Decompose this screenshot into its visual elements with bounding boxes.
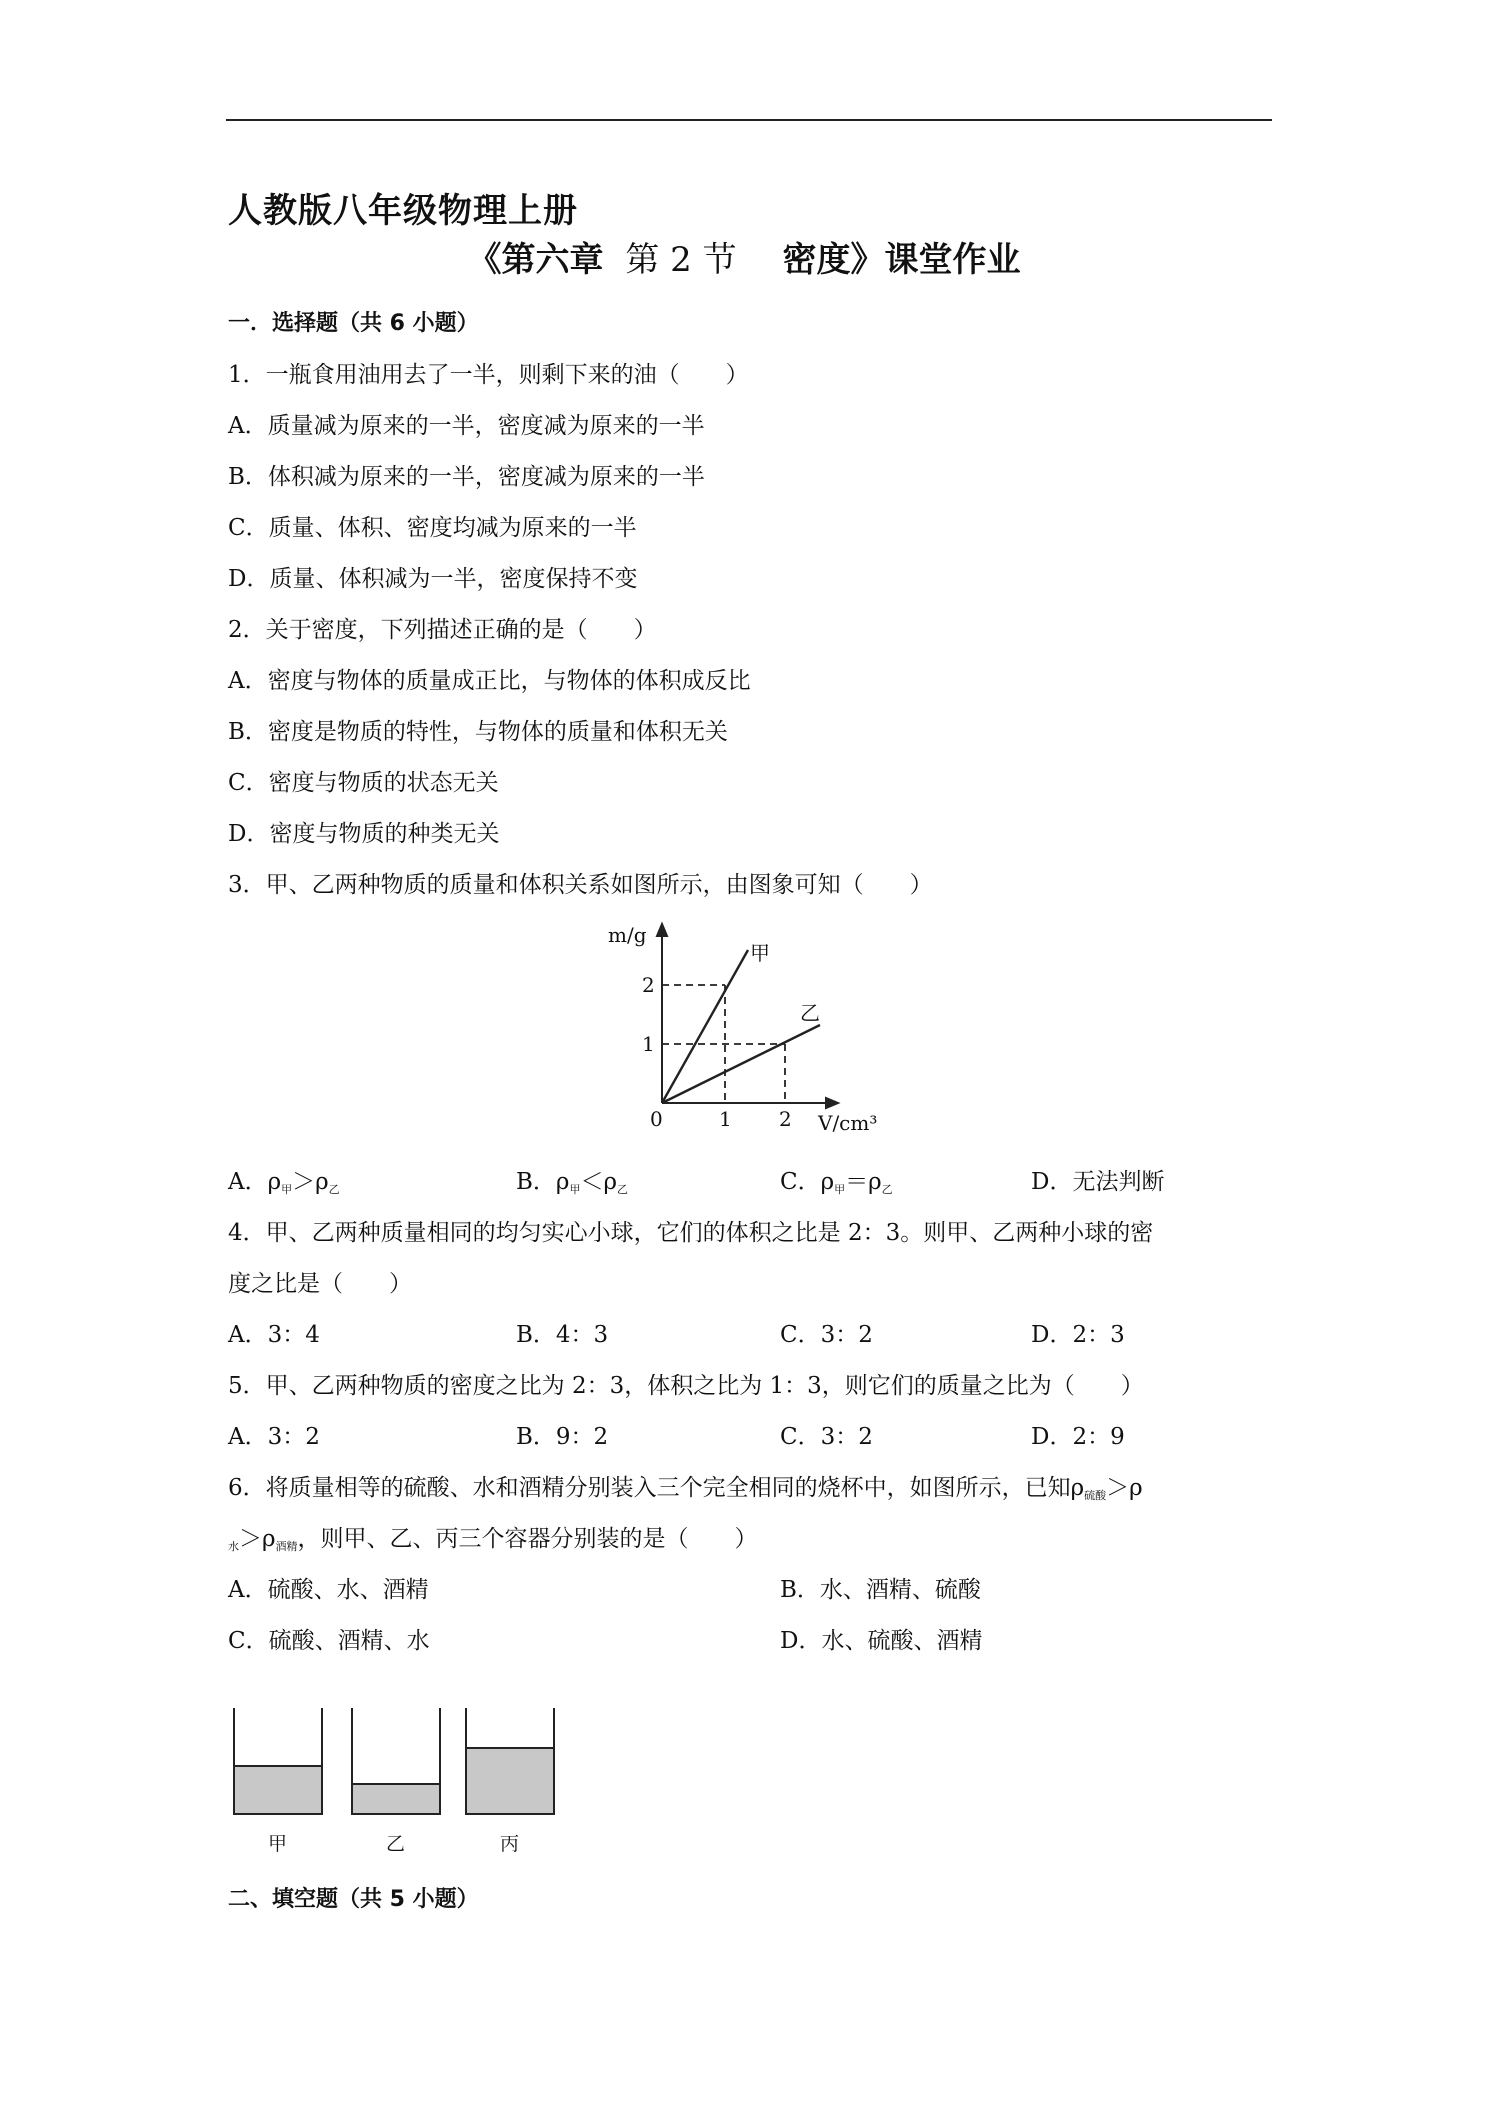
q6-stem1-text: 6．将质量相等的硫酸、水和酒精分别装入三个完全相同的烧杯中，如图所示，已知ρ bbox=[228, 1475, 1085, 1501]
beaker-yi-liquid bbox=[352, 1784, 440, 1814]
y-axis-arrow-icon bbox=[657, 924, 667, 936]
q1-option-d: D．质量、体积减为一半，密度保持不变 bbox=[228, 566, 638, 592]
q4-option-c: C．3：2 bbox=[780, 1322, 873, 1348]
q4-stem-line2: 度之比是（ ） bbox=[228, 1271, 412, 1297]
q3-b-op: ＜ρ bbox=[580, 1169, 617, 1195]
beaker-label-bing: 丙 bbox=[500, 1833, 520, 1855]
q6-stem1-op: ＞ρ bbox=[1106, 1475, 1143, 1501]
q3-stem: 3．甲、乙两种物质的质量和体积关系如图所示，由图象可知（ ） bbox=[228, 872, 933, 898]
x-axis-arrow-icon bbox=[826, 1098, 838, 1108]
q3-b-sub1: 甲 bbox=[569, 1183, 581, 1196]
document-subtitle bbox=[0, 232, 1488, 281]
q4-stem-line1: 4．甲、乙两种质量相同的均匀实心小球，它们的体积之比是 2：3。则甲、乙两种小球的密 bbox=[228, 1220, 1154, 1246]
q1-option-b: B．体积减为原来的一半，密度减为原来的一半 bbox=[228, 464, 705, 490]
q2-option-c: C．密度与物质的状态无关 bbox=[228, 770, 499, 796]
q3-c-op: ＝ρ bbox=[845, 1169, 882, 1195]
q3-option-d: D．无法判断 bbox=[1031, 1169, 1165, 1195]
section-heading-choice: 一．选择题（共 6 小题） bbox=[228, 311, 479, 336]
q6-stem2-op: ＞ρ bbox=[239, 1526, 276, 1552]
q6-stem-line1 bbox=[228, 1469, 1143, 1503]
q2-option-d: D．密度与物质的种类无关 bbox=[228, 821, 500, 847]
subtitle-part-1: 《第六章 bbox=[467, 240, 604, 280]
q2-stem: 2．关于密度，下列描述正确的是（ ） bbox=[228, 617, 657, 643]
q3-c-prefix: C．ρ bbox=[780, 1169, 835, 1195]
q3-b-sub2: 乙 bbox=[616, 1183, 628, 1196]
q3-c-sub1: 甲 bbox=[834, 1183, 846, 1196]
q2-option-b: B．密度是物质的特性，与物体的质量和体积无关 bbox=[228, 719, 728, 745]
q3-c-sub2: 乙 bbox=[881, 1183, 893, 1196]
q6-option-b: B．水、酒精、硫酸 bbox=[780, 1577, 981, 1603]
header-rule bbox=[226, 119, 1272, 121]
y-axis-label: m/g bbox=[608, 923, 647, 947]
q6-stem2-text: ，则甲、乙、丙三个容器分别装的是（ ） bbox=[297, 1526, 758, 1552]
subtitle-part-2: 第 2 节 bbox=[625, 240, 737, 280]
q3-b-prefix: B．ρ bbox=[516, 1169, 570, 1195]
document-title: 人教版八年级物理上册 bbox=[228, 191, 578, 231]
mass-volume-graph bbox=[600, 920, 900, 1150]
q6-sub-alcohol: 酒精 bbox=[275, 1540, 298, 1553]
beaker-label-jia: 甲 bbox=[268, 1833, 288, 1855]
q3-option-a bbox=[228, 1163, 340, 1197]
q5-option-d: D．2：9 bbox=[1031, 1424, 1125, 1450]
beaker-label-yi: 乙 bbox=[386, 1833, 406, 1855]
q6-option-d: D．水、硫酸、酒精 bbox=[780, 1628, 983, 1654]
y-tick-1: 1 bbox=[642, 1032, 655, 1056]
q6-option-c: C．硫酸、酒精、水 bbox=[228, 1628, 430, 1654]
beaker-jia-liquid bbox=[234, 1766, 322, 1814]
q5-option-c: C．3：2 bbox=[780, 1424, 873, 1450]
line-yi-label: 乙 bbox=[800, 1001, 820, 1025]
q5-option-a: A．3：2 bbox=[228, 1424, 320, 1450]
q3-a-op: ＞ρ bbox=[292, 1169, 329, 1195]
q6-option-a: A．硫酸、水、酒精 bbox=[228, 1577, 429, 1603]
section-heading-fill: 二、填空题（共 5 小题） bbox=[228, 1887, 479, 1912]
q3-option-b bbox=[516, 1163, 628, 1197]
q6-stem-line2 bbox=[228, 1520, 758, 1554]
x-axis-label: V/cm³ bbox=[818, 1111, 878, 1135]
q3-option-c bbox=[780, 1163, 893, 1197]
q5-stem: 5．甲、乙两种物质的密度之比为 2：3，体积之比为 1：3，则它们的质量之比为（ ） bbox=[228, 1373, 1144, 1399]
subtitle-part-3: 密度》课堂作业 bbox=[782, 240, 1021, 280]
q4-option-a: A．3：4 bbox=[228, 1322, 320, 1348]
q4-option-d: D．2：3 bbox=[1031, 1322, 1125, 1348]
q1-option-a: A．质量减为原来的一半，密度减为原来的一半 bbox=[228, 413, 705, 439]
line-jia bbox=[662, 950, 748, 1103]
beaker-bing-liquid bbox=[466, 1748, 554, 1814]
x-tick-2: 2 bbox=[779, 1107, 792, 1131]
line-yi bbox=[662, 1025, 820, 1103]
q1-option-c: C．质量、体积、密度均减为原来的一半 bbox=[228, 515, 637, 541]
q2-option-a: A．密度与物体的质量成正比，与物体的体积成反比 bbox=[228, 668, 751, 694]
x-tick-1: 1 bbox=[719, 1107, 732, 1131]
q6-sub-water: 水 bbox=[228, 1540, 239, 1553]
line-jia-label: 甲 bbox=[750, 941, 770, 965]
beakers-figure bbox=[228, 1708, 588, 1868]
q6-sub-sulfuric: 硫酸 bbox=[1084, 1489, 1107, 1502]
y-tick-2: 2 bbox=[642, 973, 655, 997]
q3-a-prefix: A．ρ bbox=[228, 1169, 282, 1195]
q5-option-b: B．9：2 bbox=[516, 1424, 609, 1450]
q3-a-sub1: 甲 bbox=[281, 1183, 293, 1196]
q4-option-b: B．4：3 bbox=[516, 1322, 609, 1348]
origin-label: 0 bbox=[650, 1107, 663, 1131]
q3-a-sub2: 乙 bbox=[328, 1183, 340, 1196]
q1-stem: 1．一瓶食用油用去了一半，则剩下来的油（ ） bbox=[228, 362, 749, 388]
